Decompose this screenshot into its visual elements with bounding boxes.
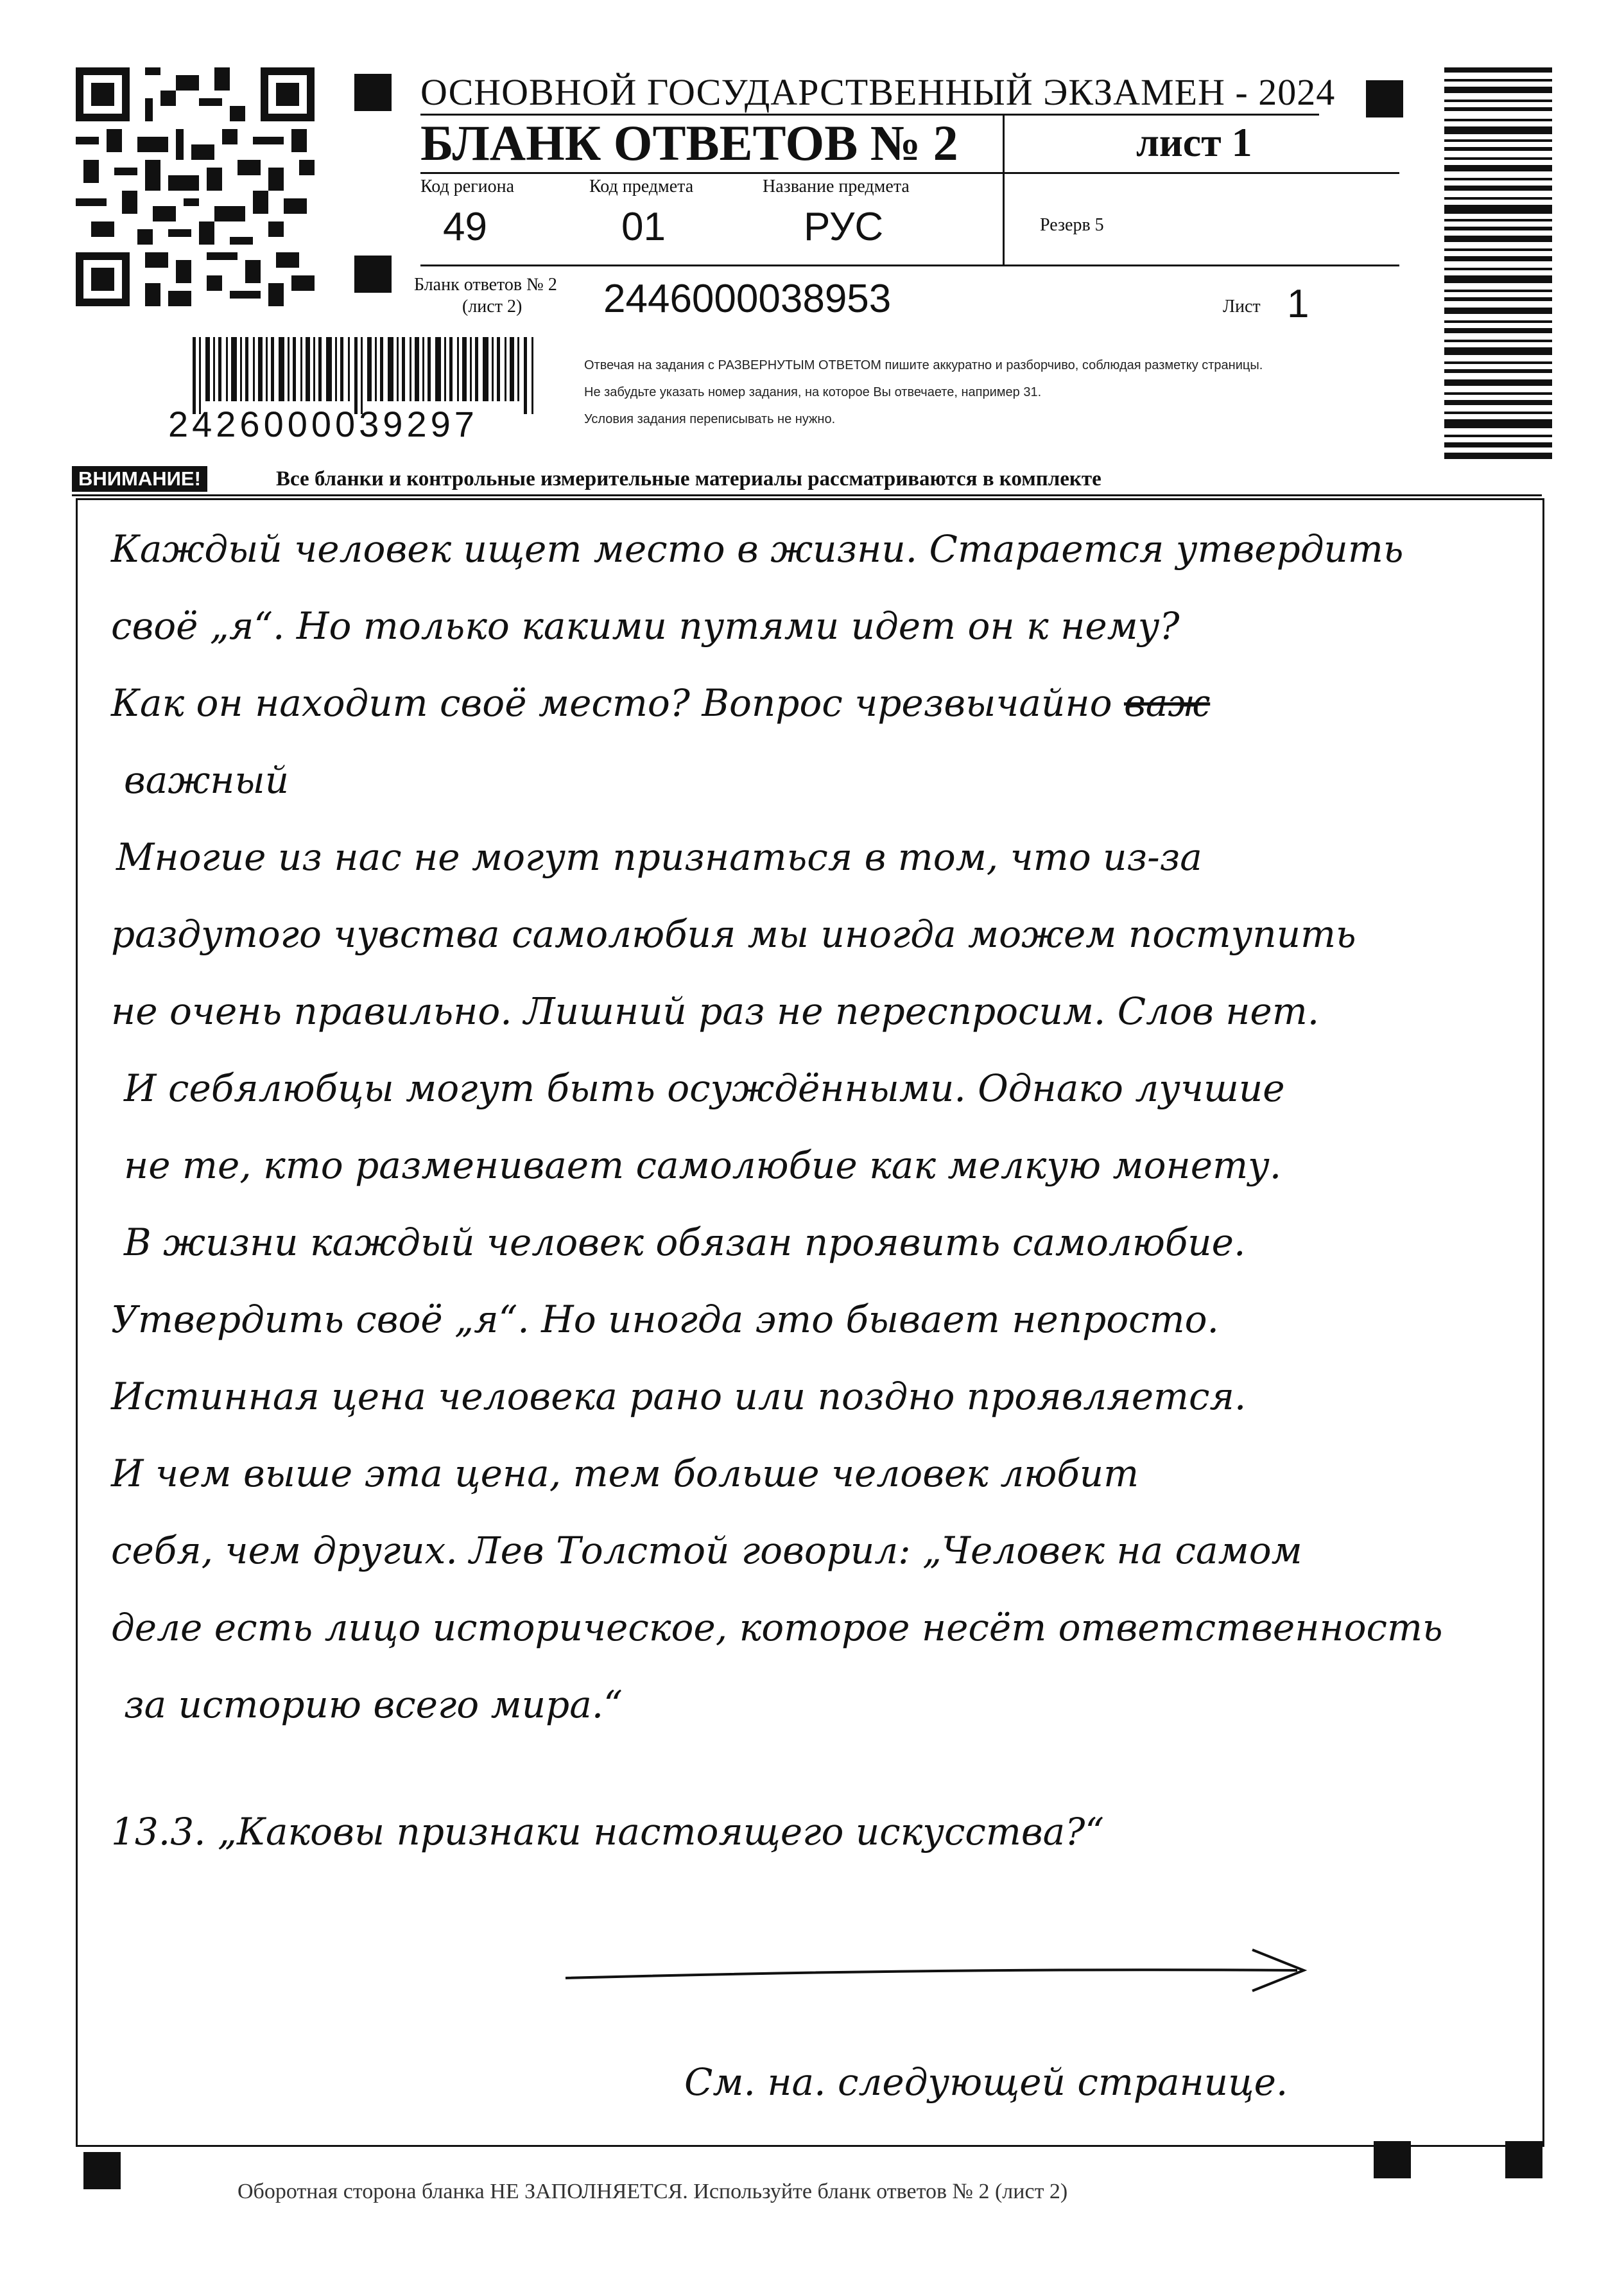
barcode-number: 2426000039297 <box>168 404 478 444</box>
notice-text: Все бланки и контрольные измерительные материалы рассматриваются в комплекте <box>276 467 1101 490</box>
exam-title: ОСНОВНОЙ ГОСУДАРСТВЕННЫЙ ЭКЗАМЕН - 2024 <box>420 71 1319 116</box>
header-divider <box>1003 116 1005 266</box>
answer-line: 13.3. „Каковы признаки настоящего искусства?“ <box>111 1810 1104 1853</box>
sheet-value: 1 <box>1287 282 1309 326</box>
answer-line: раздутого чувства самолюбия мы иногда можем поступить <box>111 912 1356 956</box>
side-barcode <box>1444 67 1552 459</box>
answer-line: Многие из нас не могут признаться в том, что из-за <box>116 835 1202 879</box>
answer-line: И себялюбцы могут быть осуждёнными. Однако лучшие <box>124 1066 1285 1110</box>
region-value: 49 <box>443 205 487 249</box>
subject-code-value: 01 <box>621 205 666 249</box>
instruction-line: Условия задания переписывать не нужно. <box>584 412 836 426</box>
answer-line: В жизни каждый человек обязан проявить самолюбие. <box>124 1220 1246 1264</box>
answer-line: не те, кто разменивает самолюбие как мелкую монету. <box>124 1143 1282 1187</box>
continue-note: См. на. следующей странице. <box>684 2060 1288 2104</box>
answer-line <box>111 681 1576 725</box>
registration-mark <box>83 2152 121 2189</box>
answer-line: Каждый человек ищет место в жизни. Старается утвердить <box>111 527 1404 571</box>
notice-badge: ВНИМАНИЕ! <box>72 466 207 492</box>
registration-mark <box>354 74 392 111</box>
registration-mark <box>1366 80 1403 117</box>
answer-line: Утвердить своё „я“. Но иногда это бывает непросто. <box>111 1298 1219 1341</box>
sheet-label: Лист <box>1223 297 1261 317</box>
instruction-line: Не забудьте указать номер задания, на которое Вы отвечаете, например 31. <box>584 385 1042 399</box>
header-divider <box>420 172 1399 174</box>
registration-mark <box>354 256 392 293</box>
answer-line: себя, чем других. Лев Толстой говорил: „Человек на самом <box>111 1529 1302 1572</box>
form-barcode <box>193 337 539 414</box>
form-ref-label: Бланк ответов № 2 <box>414 275 557 295</box>
subject-code-label: Код предмета <box>589 177 694 196</box>
answer-line: не очень правильно. Лишний раз не переспросим. Слов нет. <box>111 989 1320 1033</box>
arrow-right <box>559 1945 1329 1996</box>
subject-name-label: Название предмета <box>763 177 910 196</box>
sheet-title: лист 1 <box>1136 119 1252 165</box>
form-number: 2446000038953 <box>603 277 892 321</box>
header-divider <box>420 265 1399 266</box>
answer-line: важный <box>124 758 289 802</box>
qr-code <box>76 67 315 306</box>
notice-underline <box>72 494 1542 496</box>
answer-line-text: Как он находит своё место? Вопрос чрезвычайно <box>111 681 1112 725</box>
answer-line: своё „я“. Но только какими путями идет он к нему? <box>111 604 1180 648</box>
reserve-label: Резерв 5 <box>1040 215 1104 235</box>
answer-line: Истинная цена человека рано или поздно проявляется. <box>111 1375 1247 1418</box>
struck-word: важ <box>1123 681 1211 725</box>
answer-line: за историю всего мира.“ <box>124 1683 623 1726</box>
instruction-line: Отвечая на задания с РАЗВЕРНУТЫМ ОТВЕТОМ пишите аккуратно и разборчиво, соблюдая разметку страницы. <box>584 358 1263 372</box>
answer-line: деле есть лицо историческое, которое несёт ответственность <box>111 1606 1443 1649</box>
answer-line: И чем выше эта цена, тем больше человек любит <box>111 1452 1139 1495</box>
subject-name-value: РУС <box>804 205 884 249</box>
footer-note: Оборотная сторона бланка НЕ ЗАПОЛНЯЕТСЯ. Используйте бланк ответов № 2 (лист 2) <box>238 2180 1068 2203</box>
answer-area <box>76 498 1544 2147</box>
region-label: Код региона <box>420 177 515 196</box>
form-title: БЛАНК ОТВЕТОВ № 2 <box>420 115 958 171</box>
form-ref-label: (лист 2) <box>462 297 523 317</box>
